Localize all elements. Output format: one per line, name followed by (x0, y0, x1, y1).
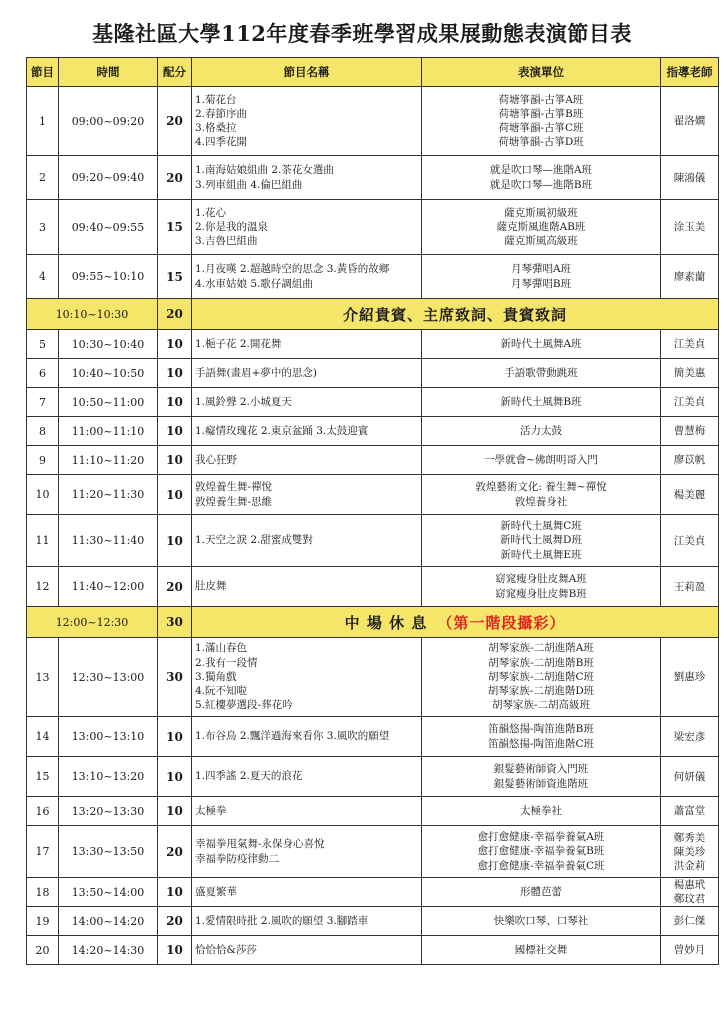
row-teacher (661, 907, 719, 936)
teacher-line: 江美貞 (673, 534, 706, 547)
row-unit (422, 797, 661, 826)
row-duration: 20 (158, 156, 192, 200)
teacher-line: 陳美珍 (673, 845, 706, 858)
teacher-line: 江美貞 (673, 338, 706, 350)
row-teacher (661, 475, 719, 515)
table-row (27, 446, 719, 475)
table-row (27, 567, 719, 607)
row-unit (422, 417, 661, 446)
row-time: 10:40~10:50 (59, 359, 158, 388)
row-program (192, 907, 422, 936)
header-unit: 表演單位 (422, 58, 661, 87)
row-time: 13:20~13:30 (59, 797, 158, 826)
row-unit (422, 717, 661, 757)
table-row (27, 638, 719, 717)
section-time: 12:00~12:30 (27, 607, 158, 638)
row-number: 11 (27, 515, 59, 567)
unit-line: 荷塘箏韻-古箏D班 (498, 136, 584, 149)
unit-line: 國標社交舞 (514, 943, 568, 956)
row-teacher (661, 446, 719, 475)
program-line: 2.我有一段情 (195, 656, 258, 669)
table-row (27, 907, 719, 936)
unit-line: 愈打愈健康-幸福拳養氣A班 (477, 831, 605, 844)
row-unit (422, 907, 661, 936)
table-row (27, 388, 719, 417)
program-line: 盛夏繁華 (195, 885, 237, 898)
program-line: 幸福拳防疫律動二 (195, 852, 279, 865)
section-label-text: 中 場 休 息 (344, 613, 428, 632)
program-line: 2.春節序曲 (195, 107, 248, 120)
row-program (192, 255, 422, 299)
row-duration: 30 (158, 638, 192, 717)
row-duration: 10 (158, 936, 192, 965)
row-unit (422, 475, 661, 515)
unit-line: 薩克斯風初級班 (504, 206, 578, 219)
unit-line: 愈打愈健康-幸福拳養氣B班 (477, 845, 605, 858)
row-duration: 10 (158, 475, 192, 515)
row-program (192, 638, 422, 717)
unit-line: 敦煌藝術文化: 養生舞~禪悅 (475, 481, 607, 494)
row-unit (422, 826, 661, 878)
program-line: 我心狂野 (195, 453, 237, 466)
row-duration: 15 (158, 200, 192, 255)
teacher-line: 梁宏彥 (673, 730, 706, 743)
section-row-intro (27, 299, 719, 330)
row-number: 12 (27, 567, 59, 607)
row-program (192, 417, 422, 446)
row-unit (422, 156, 661, 200)
row-teacher (661, 417, 719, 446)
row-duration: 10 (158, 330, 192, 359)
program-line: 4.四季花開 (195, 136, 248, 149)
unit-line: 月琴彈唱B班 (510, 277, 572, 290)
unit-line: 新時代土風舞B班 (500, 395, 582, 408)
program-line: 1.花心 (195, 206, 227, 219)
unit-line: 一學就會~佛朗明哥入門 (484, 453, 598, 466)
row-time: 14:20~14:30 (59, 936, 158, 965)
row-program (192, 515, 422, 567)
unit-line: 笛韻悠揚-陶笛進階B班 (488, 723, 594, 736)
unit-line: 銀髮藝術師資入門班 (493, 763, 589, 776)
row-time: 12:30~13:00 (59, 638, 158, 717)
row-duration: 10 (158, 359, 192, 388)
teacher-line: 陳鴻儀 (673, 171, 706, 184)
section-label-text: 介紹貴賓、主席致詞、貴賓致詞 (342, 305, 567, 324)
row-teacher (661, 87, 719, 156)
row-teacher (661, 826, 719, 878)
header-time: 時間 (59, 58, 158, 87)
table-row (27, 359, 719, 388)
row-program (192, 567, 422, 607)
row-number: 17 (27, 826, 59, 878)
table-row (27, 475, 719, 515)
table-row (27, 826, 719, 878)
table-header-row (27, 58, 719, 87)
row-teacher (661, 388, 719, 417)
row-time: 13:50~14:00 (59, 878, 158, 907)
unit-line: 新時代土風舞E班 (500, 548, 582, 561)
unit-line: 銀髮藝術師資進階班 (493, 777, 589, 790)
row-time: 13:10~13:20 (59, 757, 158, 797)
row-number: 13 (27, 638, 59, 717)
row-teacher (661, 797, 719, 826)
program-line: 1.風鈴聲 2.小城夏天 (195, 395, 292, 408)
row-duration: 15 (158, 255, 192, 299)
section-note: （第一階段攝彩） (437, 613, 566, 632)
unit-line: 敦煌養身社 (514, 495, 568, 508)
unit-line: 月琴彈唱A班 (510, 263, 572, 276)
row-time: 11:30~11:40 (59, 515, 158, 567)
unit-line: 荷塘箏韻-古箏C班 (498, 122, 584, 134)
row-program (192, 475, 422, 515)
section-duration: 20 (158, 299, 192, 330)
row-duration: 20 (158, 907, 192, 936)
program-line: 1.天空之淚 2.甜蜜成雙對 (195, 534, 313, 547)
table-row (27, 87, 719, 156)
row-time: 11:10~11:20 (59, 446, 158, 475)
section-duration: 30 (158, 607, 192, 638)
row-unit (422, 200, 661, 255)
unit-line: 胡琴家族-二胡進階B班 (488, 656, 594, 669)
row-program (192, 200, 422, 255)
header-program: 節目名稱 (192, 58, 422, 87)
row-time: 10:30~10:40 (59, 330, 158, 359)
row-number: 7 (27, 388, 59, 417)
row-number: 2 (27, 156, 59, 200)
unit-line: 薩克斯風高級班 (504, 235, 578, 248)
row-program (192, 717, 422, 757)
program-line: 1.南海姑娘組曲 2.茶花女選曲 (195, 164, 334, 177)
row-program (192, 826, 422, 878)
row-program (192, 87, 422, 156)
row-program (192, 330, 422, 359)
table-row (27, 797, 719, 826)
table-row (27, 417, 719, 446)
row-duration: 10 (158, 417, 192, 446)
unit-line: 胡琴家族-二胡進階D班 (487, 685, 595, 698)
program-line: 太極拳 (195, 804, 227, 817)
row-number: 14 (27, 717, 59, 757)
teacher-line: 曾妙月 (673, 944, 706, 956)
header-duration: 配分 (158, 58, 192, 87)
header-no: 節目 (27, 58, 59, 87)
unit-line: 太極拳社 (520, 804, 562, 817)
row-number: 20 (27, 936, 59, 965)
row-unit (422, 757, 661, 797)
row-teacher (661, 757, 719, 797)
unit-line: 活力太鼓 (520, 424, 562, 437)
row-number: 9 (27, 446, 59, 475)
program-table (26, 57, 719, 965)
unit-line: 笛韻悠揚-陶笛進階C班 (487, 737, 595, 750)
row-teacher (661, 878, 719, 907)
row-program (192, 936, 422, 965)
program-line: 3.列車組曲 4.倫巴組曲 (195, 178, 303, 191)
program-line: 敦煌養生舞-思維 (195, 495, 273, 508)
teacher-line: 王莉盈 (673, 580, 706, 593)
program-line: 2.你是我的溫泉 (195, 220, 269, 233)
row-time: 10:50~11:00 (59, 388, 158, 417)
unit-line: 窈窕瘦身肚皮舞A班 (495, 573, 587, 586)
row-unit (422, 330, 661, 359)
program-line: 幸福拳甩氣舞-永保身心喜悅 (195, 838, 325, 851)
teacher-line: 楊惠玳 (673, 879, 706, 891)
program-line: 1.布谷鳥 2.飄洋過海來看你 3.風吹的願望 (195, 730, 390, 743)
teacher-line: 何妍儀 (673, 770, 706, 783)
unit-line: 胡琴家族-二胡進階C班 (487, 670, 595, 683)
unit-line: 形體芭蕾 (520, 885, 562, 898)
row-unit (422, 87, 661, 156)
program-line: 1.梔子花 2.開花舞 (195, 337, 282, 350)
teacher-line: 彭仁傑 (673, 915, 706, 927)
table-row (27, 156, 719, 200)
teacher-line: 洪金莉 (673, 859, 706, 872)
row-duration: 10 (158, 515, 192, 567)
unit-line: 手語歌帶動跳班 (504, 366, 578, 379)
unit-line: 新時代土風舞C班 (500, 520, 582, 533)
row-duration: 10 (158, 717, 192, 757)
row-unit (422, 446, 661, 475)
row-time: 09:20~09:40 (59, 156, 158, 200)
row-number: 6 (27, 359, 59, 388)
row-program (192, 797, 422, 826)
table-row (27, 936, 719, 965)
row-time: 11:00~11:10 (59, 417, 158, 446)
unit-line: 就是吹口琴—進階B班 (489, 178, 593, 191)
row-program (192, 878, 422, 907)
unit-line: 胡琴家族-二胡高級班 (491, 699, 591, 712)
row-teacher (661, 330, 719, 359)
section-row-mid (27, 607, 719, 638)
teacher-line: 劉惠珍 (673, 671, 706, 683)
table-row (27, 757, 719, 797)
row-time: 09:00~09:20 (59, 87, 158, 156)
teacher-line: 鄭秀美 (673, 831, 706, 844)
row-unit (422, 936, 661, 965)
section-label (192, 299, 719, 330)
row-number: 15 (27, 757, 59, 797)
teacher-line: 翟洛嫺 (673, 115, 706, 127)
program-line: 3.獨角戲 (195, 670, 237, 683)
unit-line: 新時代土風舞A班 (500, 337, 582, 350)
program-line: 1.愛情限時批 2.風吹的願望 3.腳踏車 (195, 914, 369, 927)
program-line: 敦煌養生舞-禪悅 (195, 481, 273, 494)
program-line: 3.格桑拉 (195, 122, 237, 134)
row-duration: 10 (158, 388, 192, 417)
row-teacher (661, 936, 719, 965)
unit-line: 窈窕瘦身肚皮舞B班 (495, 587, 587, 600)
teacher-line: 廖苡帆 (673, 454, 706, 466)
row-time: 09:55~10:10 (59, 255, 158, 299)
program-line: 肚皮舞 (195, 580, 227, 593)
row-number: 1 (27, 87, 59, 156)
row-unit (422, 388, 661, 417)
table-row (27, 717, 719, 757)
program-line: 手語舞(畫眉+夢中的思念) (195, 366, 317, 379)
program-line: 1.癡情玫瑰花 2.東京盆踊 3.太鼓迎賓 (195, 424, 369, 437)
row-duration: 20 (158, 87, 192, 156)
teacher-line: 鄭玟君 (673, 893, 706, 905)
row-program (192, 446, 422, 475)
row-time: 14:00~14:20 (59, 907, 158, 936)
program-line: 4.水車姑娘 5.歌仔調組曲 (195, 277, 313, 290)
row-number: 19 (27, 907, 59, 936)
row-teacher (661, 200, 719, 255)
teacher-line: 廖素蘭 (673, 270, 706, 283)
row-number: 4 (27, 255, 59, 299)
row-unit (422, 878, 661, 907)
table-row (27, 515, 719, 567)
teacher-line: 涂玉美 (673, 221, 706, 233)
teacher-line: 楊美麗 (673, 488, 706, 501)
row-teacher (661, 567, 719, 607)
unit-line: 薩克斯風進階AB班 (496, 220, 586, 233)
row-unit (422, 638, 661, 717)
row-number: 18 (27, 878, 59, 907)
row-time: 13:00~13:10 (59, 717, 158, 757)
program-line: 1.菊花台 (195, 93, 237, 106)
teacher-line: 曹慧梅 (673, 425, 706, 437)
row-program (192, 156, 422, 200)
header-teacher: 指導老師 (661, 58, 719, 87)
row-teacher (661, 515, 719, 567)
unit-line: 荷塘箏韻-古箏A班 (498, 93, 584, 106)
table-row (27, 330, 719, 359)
table-body (27, 87, 719, 965)
row-teacher (661, 359, 719, 388)
row-teacher (661, 638, 719, 717)
row-number: 8 (27, 417, 59, 446)
row-unit (422, 567, 661, 607)
row-time: 09:40~09:55 (59, 200, 158, 255)
row-duration: 10 (158, 797, 192, 826)
row-duration: 20 (158, 826, 192, 878)
row-time: 13:30~13:50 (59, 826, 158, 878)
table-row (27, 200, 719, 255)
row-program (192, 388, 422, 417)
row-unit (422, 515, 661, 567)
page-title: 基隆社區大學112年度春季班學習成果展動態表演節目表 (92, 21, 632, 46)
row-teacher (661, 255, 719, 299)
row-number: 5 (27, 330, 59, 359)
unit-line: 就是吹口琴—進階A班 (489, 164, 593, 177)
row-unit (422, 255, 661, 299)
teacher-line: 江美貞 (673, 396, 706, 408)
row-duration: 10 (158, 446, 192, 475)
program-line: 1.四季謠 2.夏天的浪花 (195, 770, 303, 783)
row-number: 10 (27, 475, 59, 515)
row-duration: 20 (158, 567, 192, 607)
row-number: 3 (27, 200, 59, 255)
teacher-line: 簡美惠 (673, 367, 706, 379)
table-row (27, 255, 719, 299)
row-teacher (661, 156, 719, 200)
unit-line: 新時代土風舞D班 (500, 534, 582, 547)
row-duration: 10 (158, 878, 192, 907)
row-time: 11:40~12:00 (59, 567, 158, 607)
program-line: 4.阮不知啦 (195, 685, 248, 698)
unit-line: 荷塘箏韻-古箏B班 (498, 107, 584, 120)
row-number: 16 (27, 797, 59, 826)
row-teacher (661, 717, 719, 757)
section-label (192, 607, 719, 638)
unit-line: 愈打愈健康-幸福拳養氣C班 (477, 859, 605, 872)
row-unit (422, 359, 661, 388)
row-program (192, 359, 422, 388)
teacher-line: 蕭富堂 (673, 805, 706, 817)
unit-line: 快樂吹口琴、口琴社 (493, 914, 589, 927)
program-line: 5.紅樓夢選段-葬花吟 (195, 699, 293, 712)
unit-line: 胡琴家族-二胡進階A班 (488, 642, 594, 655)
program-line: 1.月夜嘆 2.超越時空的思念 3.黃昏的故鄉 (195, 263, 390, 276)
program-line: 3.吉魯巴組曲 (195, 235, 258, 248)
program-line: 1.滿山春色 (195, 642, 248, 655)
table-row (27, 878, 719, 907)
row-duration: 10 (158, 757, 192, 797)
section-time: 10:10~10:30 (27, 299, 158, 330)
row-program (192, 757, 422, 797)
row-time: 11:20~11:30 (59, 475, 158, 515)
program-line: 恰恰恰&莎莎 (195, 943, 257, 956)
